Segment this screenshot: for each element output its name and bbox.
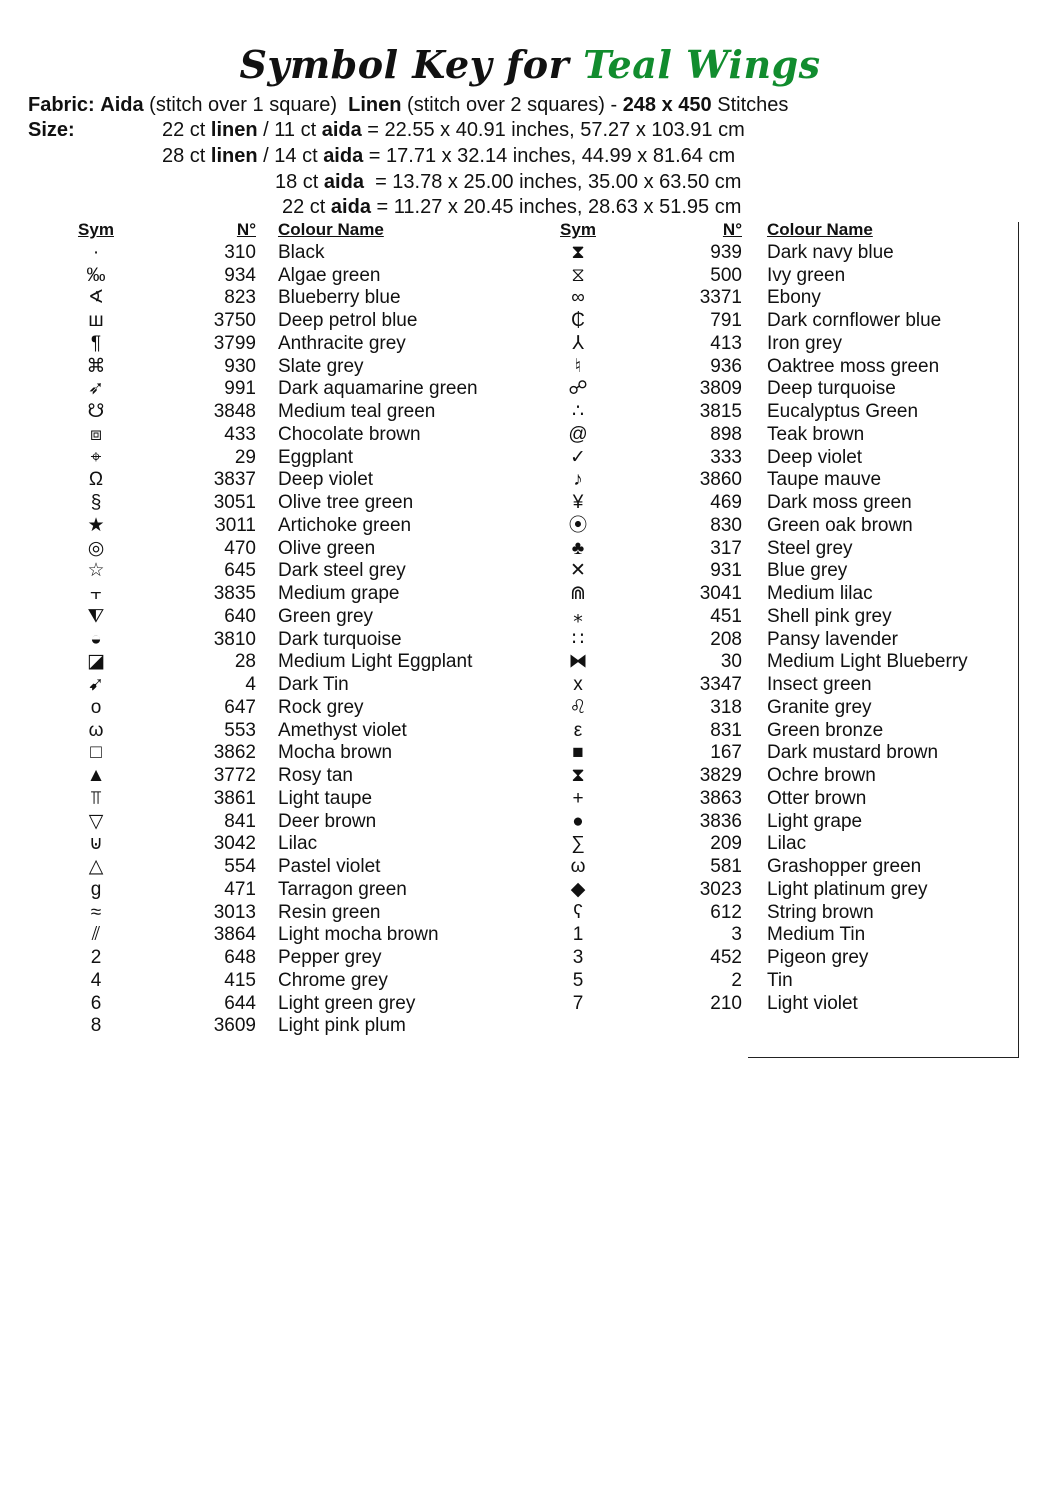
symbol-glyph: 2 (90, 947, 102, 968)
colour-name: Medium grape (278, 583, 400, 604)
dmc-number: 3837 (213, 469, 256, 491)
colour-name: Medium Tin (767, 924, 866, 946)
symbol-glyph: ⫪ (90, 787, 102, 809)
title-prefix: Symbol Key for (239, 42, 570, 87)
symbol-glyph: g (90, 878, 102, 900)
colour-name: Taupe mauve (767, 469, 882, 491)
dmc-number: 3810 (213, 628, 256, 650)
table-row (0, 378, 1060, 401)
symbol-glyph: ➹ (88, 674, 104, 695)
dmc-number: 3863 (699, 787, 742, 809)
colour-name: Slate grey (278, 355, 364, 377)
dmc-number: 581 (710, 856, 742, 877)
dmc-number: 823 (224, 287, 256, 309)
symbol-key-right-column (0, 219, 1060, 1015)
colour-name: Lilac (767, 833, 807, 855)
dmc-number: 3864 (213, 924, 256, 946)
colour-name: Medium teal green (278, 401, 436, 422)
table-row (0, 856, 1060, 879)
colour-name: Deep violet (278, 469, 374, 491)
table-row (0, 833, 1060, 856)
table-right-border (1018, 222, 1019, 1058)
symbol-glyph: ⧖ (571, 264, 585, 286)
dmc-number: 831 (710, 719, 742, 741)
dmc-number: 3829 (699, 765, 742, 786)
colour-name: Otter brown (767, 787, 867, 809)
symbol-glyph: ⧓ (568, 651, 588, 673)
dmc-number: 29 (234, 446, 256, 468)
symbol-glyph: 6 (90, 992, 102, 1014)
dmc-number: 3835 (213, 583, 256, 604)
dmc-number: 415 (224, 969, 256, 991)
symbol-glyph: ш (88, 310, 104, 331)
dmc-number: 28 (234, 651, 256, 673)
dmc-number: 3371 (699, 287, 742, 309)
colour-name: Dark steel grey (278, 560, 406, 582)
colour-name: Mocha brown (278, 742, 393, 764)
colour-name: Light mocha brown (278, 924, 439, 946)
size-line-3: 18 ct aida = 13.78 x 25.00 inches, 35.00 x 63.50 cm (275, 171, 742, 193)
symbol-glyph: △ (88, 856, 104, 877)
colour-name: Light pink plum (278, 1015, 406, 1037)
symbol-glyph: 5 (572, 969, 584, 991)
dmc-number: 647 (224, 696, 256, 718)
dmc-number: 3809 (699, 378, 742, 400)
colour-name: Steel grey (767, 537, 853, 559)
colour-name: Lilac (278, 833, 318, 855)
colour-name: Dark navy blue (767, 241, 894, 263)
header-sym: Sym (560, 220, 596, 239)
symbol-glyph: ■ (572, 742, 584, 764)
table-row (0, 629, 1060, 652)
dmc-number: 930 (224, 355, 256, 377)
colour-name: Pansy lavender (767, 628, 898, 650)
dmc-number: 3815 (699, 401, 742, 422)
table-row (0, 970, 1060, 993)
dmc-number: 841 (224, 810, 256, 832)
dmc-number: 934 (224, 264, 256, 286)
dmc-number: 3799 (213, 332, 256, 354)
fabric-linen: Linen (348, 94, 402, 116)
table-row (0, 560, 1060, 583)
table-row (0, 811, 1060, 834)
symbol-glyph: ⁎ (573, 605, 583, 627)
dmc-number: 3013 (213, 901, 256, 923)
fabric-aida: Aida (100, 94, 144, 116)
symbol-glyph: ∢ (88, 287, 104, 309)
symbol-glyph: + (572, 787, 584, 809)
colour-name: Deer brown (278, 810, 377, 832)
symbol-glyph: ◪ (87, 651, 105, 673)
symbol-glyph: 3 (572, 947, 584, 968)
colour-name: Blueberry blue (278, 287, 401, 309)
dmc-number: 209 (710, 833, 742, 855)
dmc-number: 3861 (213, 787, 256, 809)
dmc-number: 640 (224, 605, 256, 627)
symbol-glyph: ⫽ (91, 924, 101, 946)
symbol-glyph: ⋒ (570, 583, 586, 604)
dmc-number: 167 (710, 742, 742, 764)
table-row (0, 447, 1060, 470)
size-line-2: 28 ct linen / 14 ct aida = 17.71 x 32.14 inches, 44.99 x 81.64 cm (162, 145, 736, 167)
symbol-glyph: ω (570, 856, 586, 877)
symbol-glyph: ☍ (568, 378, 588, 400)
symbol-glyph: □ (90, 742, 102, 764)
colour-name: Green oak brown (767, 514, 913, 536)
symbol-glyph: ‰ (86, 264, 106, 286)
dmc-number: 318 (710, 696, 742, 718)
colour-name: Medium Light Blueberry (767, 651, 968, 673)
dmc-number: 310 (224, 241, 256, 263)
symbol-glyph: 7 (572, 992, 584, 1014)
colour-name: Tin (767, 969, 793, 991)
symbol-glyph: ▽ (88, 810, 104, 832)
dmc-number: 612 (710, 901, 742, 923)
symbol-glyph: ⧗ (571, 241, 585, 263)
symbol-glyph: ∑ (571, 833, 585, 855)
symbol-glyph: ⅄ (572, 332, 584, 354)
colour-name: Iron grey (767, 332, 842, 354)
table-row (0, 697, 1060, 720)
table-row (0, 606, 1060, 629)
colour-name: Eggplant (278, 446, 354, 468)
symbol-glyph: ∴ (571, 401, 585, 422)
colour-name: Green grey (278, 605, 374, 627)
dmc-number: 3750 (213, 310, 256, 331)
dmc-number: 3 (731, 924, 742, 946)
symbol-glyph: ω (88, 719, 104, 741)
colour-name: Tarragon green (278, 878, 407, 900)
colour-name: Deep petrol blue (278, 310, 418, 331)
colour-name: Light taupe (278, 787, 373, 809)
dmc-number: 3011 (215, 514, 256, 536)
colour-name: Rock grey (278, 696, 364, 718)
dmc-number: 931 (710, 560, 742, 582)
symbol-glyph: ♣ (571, 537, 585, 559)
fabric-aida-note: (stitch over 1 square) (149, 94, 338, 116)
table-row (0, 765, 1060, 788)
symbol-glyph: 1 (572, 924, 584, 946)
symbol-glyph: ʕ (573, 901, 583, 923)
symbol-glyph: ♌ (569, 696, 587, 718)
colour-name: Olive tree green (278, 492, 414, 513)
table-header (0, 219, 1060, 242)
colour-name: Pigeon grey (767, 947, 869, 968)
symbol-glyph: ∞ (571, 287, 585, 309)
colour-name: Light violet (767, 992, 858, 1014)
dmc-number: 471 (224, 878, 256, 900)
symbol-glyph: ★ (87, 514, 105, 536)
dmc-number: 30 (720, 651, 742, 673)
dmc-number: 3023 (699, 878, 742, 900)
colour-name: Ochre brown (767, 765, 876, 786)
colour-name: Rosy tan (278, 765, 353, 786)
symbol-glyph: o (90, 696, 102, 718)
colour-name: Pastel violet (278, 856, 381, 877)
symbol-glyph: ✕ (570, 560, 586, 582)
dmc-number: 791 (710, 310, 742, 331)
stitch-count: 248 x 450 (622, 94, 712, 116)
colour-name: Anthracite grey (278, 332, 406, 354)
table-row (0, 242, 1060, 265)
colour-name: Light platinum grey (767, 878, 928, 900)
dmc-number: 554 (224, 856, 256, 877)
dmc-number: 3051 (213, 492, 256, 513)
header-number: N° (236, 220, 256, 239)
table-row (0, 310, 1060, 333)
symbol-glyph: ⧗ (571, 765, 585, 786)
table-row (0, 401, 1060, 424)
dmc-number: 2 (731, 969, 742, 991)
colour-name: Teak brown (767, 423, 865, 445)
symbol-glyph: 4 (90, 969, 102, 991)
table-row (0, 924, 1060, 947)
colour-name: Light grape (767, 810, 863, 832)
table-row (0, 879, 1060, 902)
symbol-glyph: ⫟ (90, 583, 102, 604)
dmc-number: 452 (710, 947, 742, 968)
symbol-glyph: ∷ (571, 628, 585, 650)
dmc-number: 4 (245, 674, 256, 695)
dmc-number: 333 (710, 446, 742, 468)
fabric-linen-note: (stitch over 2 squares) - (407, 94, 618, 116)
dmc-number: 3042 (213, 833, 256, 855)
dmc-number: 898 (710, 423, 742, 445)
symbol-glyph: ✓ (570, 446, 586, 468)
fabric-label: Fabric: (28, 94, 95, 116)
colour-name: Dark cornflower blue (767, 310, 942, 331)
table-row (0, 333, 1060, 356)
dmc-number: 413 (710, 332, 742, 354)
symbol-glyph: @ (568, 423, 588, 445)
dmc-number: 3836 (699, 810, 742, 832)
symbol-glyph: ₵ (571, 310, 585, 331)
colour-name: Grashopper green (767, 856, 922, 877)
table-row (0, 1015, 530, 1038)
symbol-glyph: ● (572, 810, 584, 832)
dmc-number: 469 (710, 492, 742, 513)
colour-name: Artichoke green (278, 514, 412, 536)
dmc-number: 3609 (213, 1015, 256, 1037)
symbol-glyph: ⊍ (89, 833, 103, 855)
symbol-glyph: ⌖ (90, 446, 102, 468)
dmc-number: 991 (224, 378, 256, 400)
colour-name: Eucalyptus Green (767, 401, 919, 422)
symbol-glyph: ◆ (570, 878, 586, 900)
colour-name: Green bronze (767, 719, 884, 741)
dmc-number: 3041 (699, 583, 742, 604)
table-row (0, 583, 1060, 606)
symbol-glyph: ☆ (87, 560, 105, 582)
colour-name: Dark moss green (767, 492, 912, 513)
size-line-1: 22 ct linen / 11 ct aida = 22.55 x 40.91 inches, 57.27 x 103.91 cm (162, 119, 745, 141)
dmc-number: 208 (710, 628, 742, 650)
colour-name: Medium lilac (767, 583, 873, 604)
page-title (0, 42, 1060, 87)
stitches-word: Stitches (717, 94, 789, 116)
colour-name: Ivy green (767, 264, 846, 286)
symbol-glyph: ≈ (90, 901, 102, 923)
table-row (0, 356, 1060, 379)
header-number: N° (722, 220, 742, 239)
symbol-glyph: ☋ (87, 401, 105, 422)
colour-name: Dark aquamarine green (278, 378, 478, 400)
dmc-number: 210 (710, 992, 742, 1014)
colour-name: Oaktree moss green (767, 355, 940, 377)
colour-name: Dark turquoise (278, 628, 402, 650)
table-row (0, 424, 1060, 447)
colour-name: Dark mustard brown (767, 742, 939, 764)
table-row (0, 265, 1060, 288)
dmc-number: 645 (224, 560, 256, 582)
dmc-number: 433 (224, 423, 256, 445)
header-colour-name: Colour Name (767, 220, 873, 239)
dmc-number: 3860 (699, 469, 742, 491)
table-row (0, 515, 1060, 538)
symbol-glyph: ▲ (86, 765, 106, 786)
table-row (0, 902, 1060, 925)
header-sym: Sym (78, 220, 114, 239)
colour-name: Resin green (278, 901, 381, 923)
size-line-4: 22 ct aida = 11.27 x 20.45 inches, 28.63 x 51.95 cm (282, 196, 742, 218)
colour-name: Dark Tin (278, 674, 349, 695)
colour-name: Medium Light Eggplant (278, 651, 473, 673)
table-row (0, 469, 1060, 492)
dmc-number: 3347 (699, 674, 742, 695)
table-row (0, 788, 1060, 811)
symbol-glyph: ♪ (573, 469, 583, 491)
dmc-number: 470 (224, 537, 256, 559)
symbol-glyph: ➶ (88, 378, 104, 400)
table-row (0, 993, 1060, 1016)
colour-name: Olive green (278, 537, 376, 559)
dmc-number: 648 (224, 947, 256, 968)
table-bottom-border (748, 1057, 1019, 1058)
colour-name: String brown (767, 901, 874, 923)
fabric-line (28, 94, 788, 117)
symbol-glyph: Ω (88, 469, 104, 491)
dmc-number: 317 (710, 537, 742, 559)
dmc-number: 3848 (213, 401, 256, 422)
colour-name: Blue grey (767, 560, 848, 582)
dmc-number: 553 (224, 719, 256, 741)
colour-name: Chocolate brown (278, 423, 421, 445)
symbol-glyph: ⧨ (87, 605, 105, 627)
colour-name: Pepper grey (278, 947, 382, 968)
symbol-glyph: ⦿ (568, 514, 588, 536)
colour-name: Deep turquoise (767, 378, 896, 400)
dmc-number: 3772 (213, 765, 256, 786)
colour-name: Chrome grey (278, 969, 388, 991)
table-row (0, 651, 1060, 674)
table-row (0, 538, 1060, 561)
colour-name: Shell pink grey (767, 605, 892, 627)
table-row (0, 947, 1060, 970)
colour-name: Amethyst violet (278, 719, 407, 741)
colour-name: Insect green (767, 674, 872, 695)
colour-name: Ebony (767, 287, 821, 309)
colour-name: Deep violet (767, 446, 863, 468)
table-row (0, 492, 1060, 515)
header-colour-name: Colour Name (278, 220, 384, 239)
dmc-number: 830 (710, 514, 742, 536)
dmc-number: 644 (224, 992, 256, 1014)
colour-name: Black (278, 241, 325, 263)
table-row (0, 287, 1060, 310)
dmc-number: 936 (710, 355, 742, 377)
colour-name: Algae green (278, 264, 381, 286)
symbol-glyph: ¥ (572, 492, 584, 513)
symbol-glyph: ♮ (574, 355, 582, 377)
colour-name: Light green grey (278, 992, 416, 1014)
symbol-glyph: ◒ (90, 628, 102, 650)
dmc-number: 939 (710, 241, 742, 263)
symbol-glyph: 8 (90, 1015, 102, 1037)
table-row (0, 742, 1060, 765)
symbol-glyph: ε (573, 719, 583, 741)
symbol-glyph: ◎ (87, 537, 105, 559)
symbol-glyph: ⧈ (89, 423, 103, 445)
dmc-number: 451 (710, 605, 742, 627)
symbol-glyph: § (90, 492, 102, 513)
dmc-number: 3862 (213, 742, 256, 764)
colour-name: Granite grey (767, 696, 872, 718)
table-row (0, 720, 1060, 743)
symbol-glyph: ¶ (90, 332, 102, 354)
dmc-number: 500 (710, 264, 742, 286)
symbol-glyph: ⌘ (86, 355, 106, 377)
table-row (0, 674, 1060, 697)
symbol-glyph: · (92, 241, 100, 263)
symbol-glyph: x (573, 674, 583, 695)
size-label: Size: (28, 119, 75, 141)
title-pattern-name: Teal Wings (583, 42, 821, 87)
